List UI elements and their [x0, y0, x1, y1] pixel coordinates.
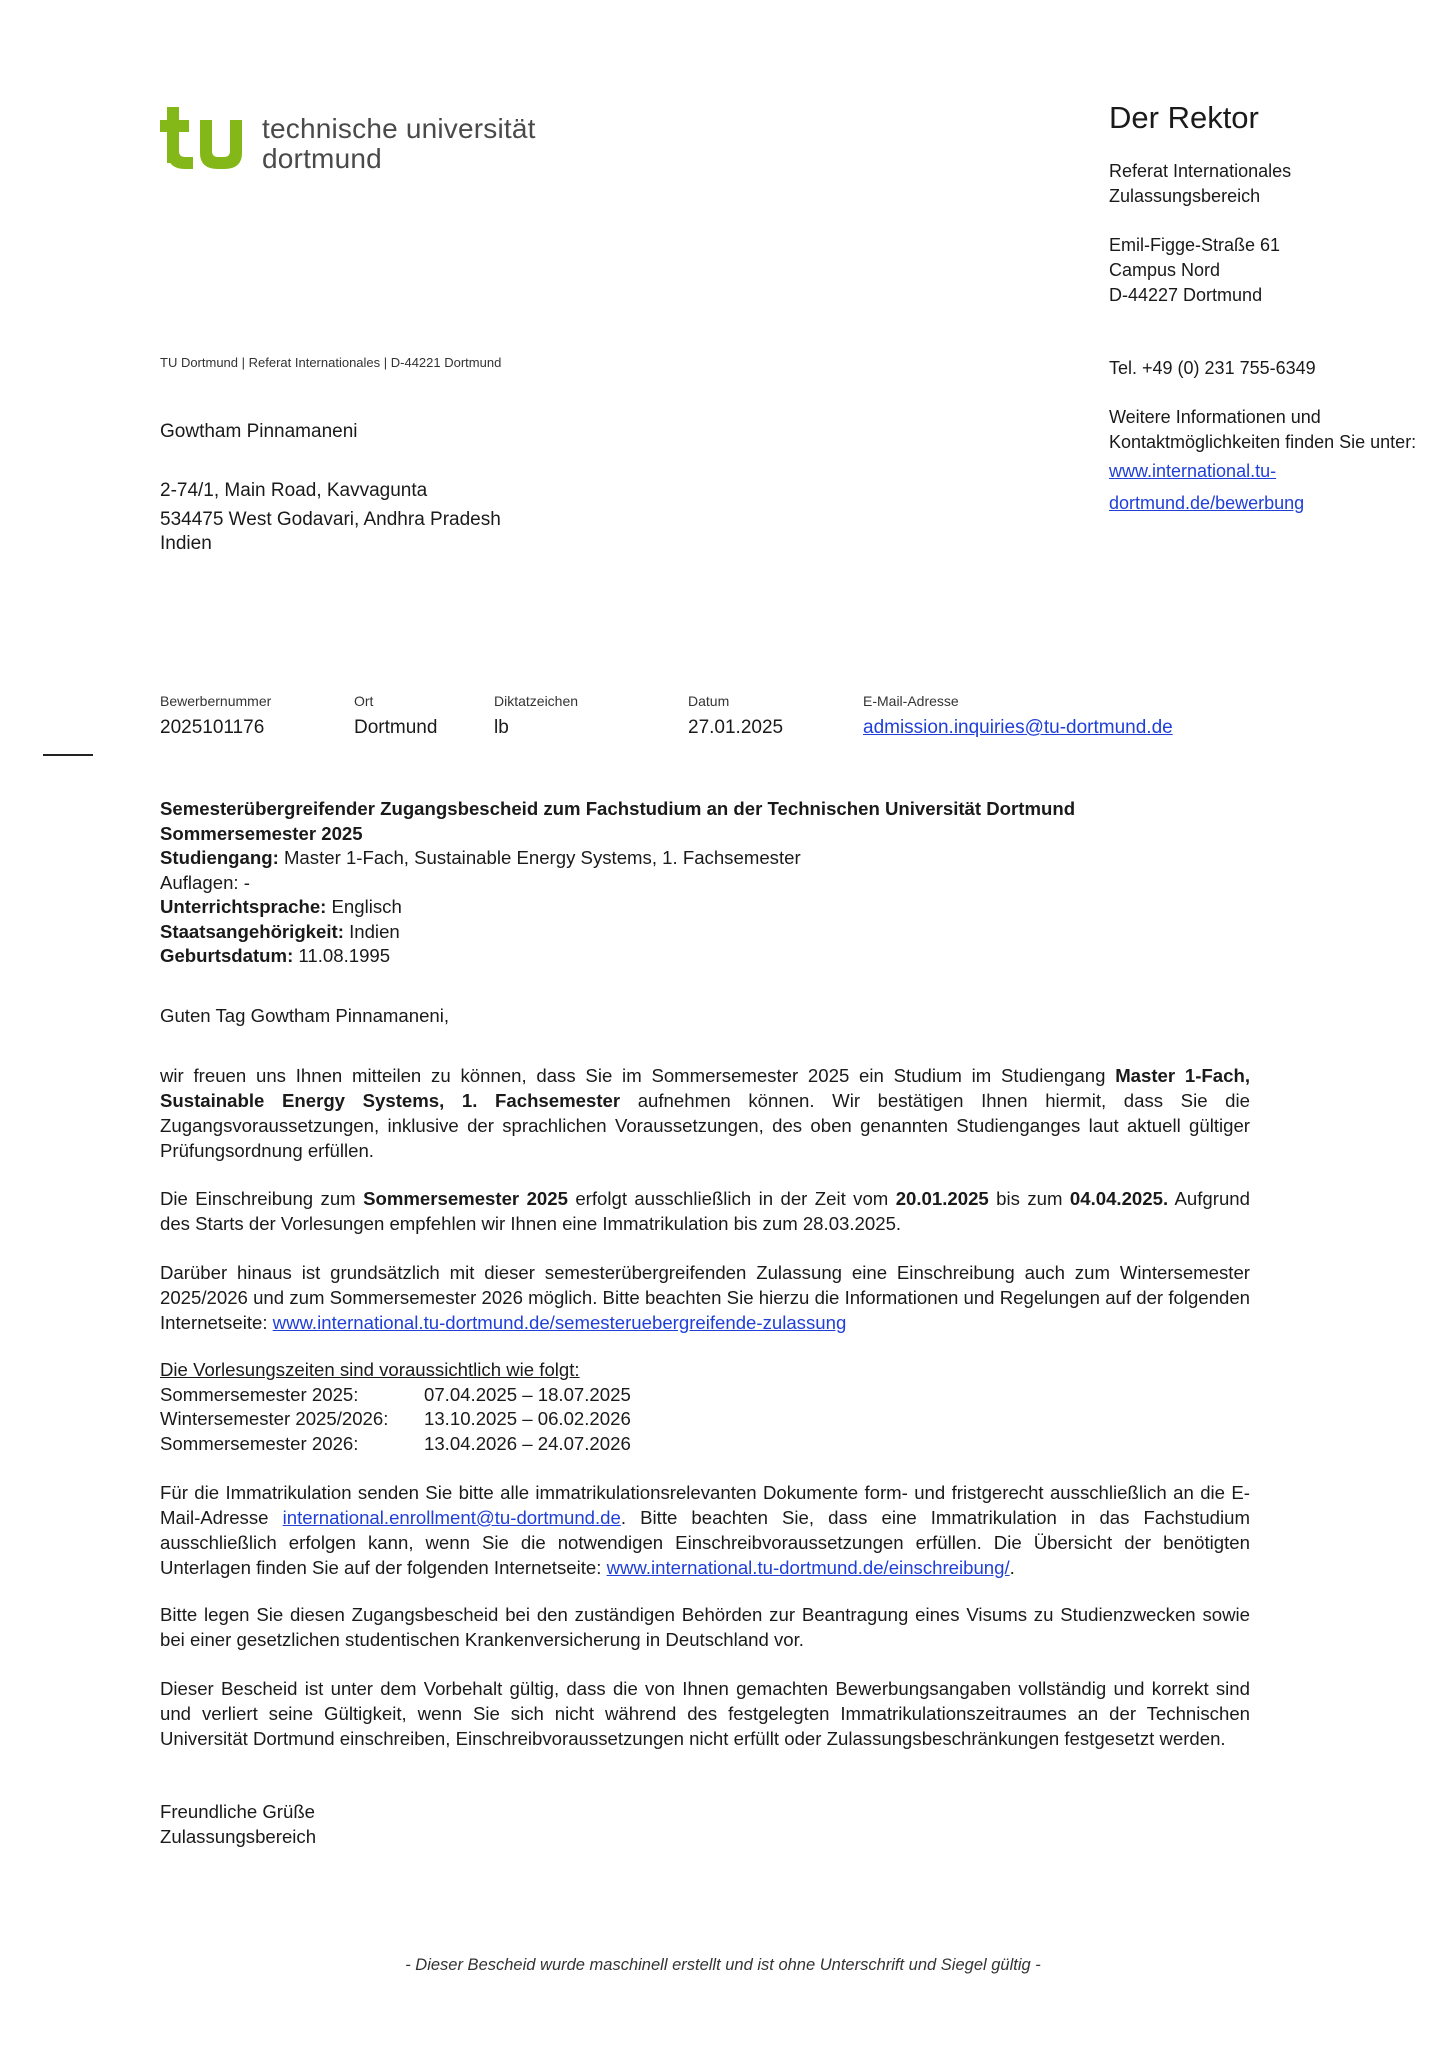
applicant-number-label: Bewerbernummer	[160, 693, 272, 709]
applicant-number: 2025101176	[160, 717, 265, 738]
recipient-address1: 2-74/1, Main Road, Kavvagunta	[160, 480, 428, 501]
subject	[160, 796, 1075, 846]
closing	[160, 1799, 1250, 1849]
paragraph-validity: Dieser Bescheid ist unter dem Vorbehalt gültig, dass die von Ihnen gemachten Bewerbungsangaben vollständig und korrekt sind und verliert seine Gültigkeit, wenn Sie sich nicht während des festgelegten Immatrikulationszeitraumes an der Technischen Universität Dortmund einschreiben, Einschreibvoraussetzungen nicht erfüllt oder Zulassungsbeschränkungen festgesetzt werden.	[160, 1678, 1250, 1749]
language-label: Unterrichtsprache:	[160, 896, 327, 918]
subject-line2: Sommersemester 2025	[160, 823, 363, 844]
date-label: Datum	[688, 693, 730, 709]
tu-logo-icon	[160, 107, 250, 173]
street: Emil-Figge-Straße 61	[1109, 235, 1281, 255]
place-label: Ort	[354, 693, 374, 709]
cross-semester-link[interactable]: www.international.tu-dortmund.de/semesteruebergreifende-zulassung	[272, 1312, 847, 1333]
info-link-line2[interactable]: dortmund.de/bewerbung	[1109, 493, 1305, 513]
paragraph-immatriculation: Für die Immatrikulation senden Sie bitte alle immatrikulationsrelevanten Dokumente form- und fristgerecht ausschließlich an die E-Mail-Adresse international.enrollment@tu-dortmund.de. Bitte beachten Sie, dass eine Immatrikulation in das Fachstudium ausschließlich erfolgen kann, wenn Sie die notwendigen Einschreibvoraussetzungen erfüllen. Die Übersicht der benötigten Unterlagen finden Sie auf der folgenden Internetseite: www.international.tu-dortmund.de/einschreibung/.	[160, 1482, 1250, 1578]
enrollment-docs-link[interactable]: www.international.tu-dortmund.de/einschreibung/	[606, 1557, 1010, 1578]
nationality: Indien	[343, 920, 400, 942]
lecture-period-row: Sommersemester 2025: 07.04.2025 – 18.07.2025	[160, 1383, 631, 1405]
closing-line1: Freundliche Grüße	[160, 1801, 316, 1822]
greeting: Guten Tag Gowtham Pinnamaneni,	[160, 1005, 450, 1026]
lecture-periods-table	[160, 1383, 631, 1457]
recipient-country: Indien	[160, 533, 212, 554]
email-link[interactable]: admission.inquiries@tu-dortmund.de	[863, 717, 1173, 738]
department	[1109, 159, 1291, 209]
enrollment-email-link[interactable]: international.enrollment@tu-dortmund.de	[282, 1507, 621, 1528]
dept-line1: Referat Internationales	[1109, 161, 1292, 181]
paragraph-admission: wir freuen uns Ihnen mitteilen zu können, dass Sie im Sommersemester 2025 ein Studium im Studiengang Master 1-Fach, Sustainable Energy Systems, 1. Fachsemester aufnehmen können. Wir bestätigen Ihnen hiermit, dass Sie die Zugangsvoraussetzungen, inklusive der sprachlichen Voraussetzungen, des oben genannten Studienganges laut aktuell gültiger Prüfungsordnung erfüllen.	[160, 1065, 1250, 1161]
dob-row	[160, 944, 801, 969]
program-label: Studiengang:	[160, 847, 279, 868]
lecture-periods-heading: Die Vorlesungszeiten sind voraussichtlich wie folgt:	[160, 1359, 580, 1380]
subject-line1: Semesterübergreifender Zugangsbescheid zum Fachstudium an der Technischen Universität Dortmund	[160, 798, 1076, 819]
paragraph-visa: Bitte legen Sie diesen Zugangsbescheid bei den zuständigen Behörden zur Beantragung eines Visums zu Studienzwecken sowie bei einer gesetzlichen studentischen Krankenversicherung in Deutschland vor.	[160, 1604, 1250, 1650]
campus: Campus Nord	[1109, 260, 1221, 280]
reference-label: Diktatzeichen	[494, 693, 579, 709]
place: Dortmund	[354, 717, 438, 738]
recipient-address	[160, 476, 501, 554]
fold-mark	[43, 754, 93, 756]
recipient-address2: 534475 West Godavari, Andhra Pradesh	[160, 509, 501, 530]
lecture-period-row: Sommersemester 2026: 13.04.2026 – 24.07.2026	[160, 1432, 631, 1454]
nationality-row	[160, 920, 801, 945]
reference: lb	[494, 717, 509, 738]
info-line2: Kontaktmöglichkeiten finden Sie unter:	[1109, 432, 1417, 452]
nationality-label: Staatsangehörigkeit:	[160, 920, 344, 942]
lecture-period-row: Wintersemester 2025/2026: 13.10.2025 – 06.02.2026	[160, 1408, 631, 1430]
sender-line: TU Dortmund | Referat Internationales | D-44221 Dortmund	[160, 355, 502, 370]
conditions-row: Auflagen: -	[160, 871, 250, 893]
lecture-periods	[160, 1358, 631, 1456]
dob: 11.08.1995	[293, 945, 391, 967]
paragraph-enrollment-period: Die Einschreibung zum Sommersemester 2025 erfolgt ausschließlich in der Zeit vom 20.01.2025 bis zum 04.04.2025. Aufgrund des Starts der Vorlesungen empfehlen wir Ihnen eine Immatrikulation bis zum 28.03.2025.	[160, 1188, 1250, 1234]
university-name-line2: dortmund	[262, 143, 382, 174]
info-block	[1109, 405, 1416, 519]
footer-note: - Dieser Bescheid wurde maschinell erstellt und ist ohne Unterschrift und Siegel gültig -	[405, 1956, 1041, 1974]
info-link-line1[interactable]: www.international.tu-	[1109, 461, 1277, 481]
university-name-line1: technische universität	[262, 113, 536, 144]
date: 27.01.2025	[688, 717, 784, 738]
email-label: E-Mail-Adresse	[863, 693, 959, 709]
rector-title: Der Rektor	[1109, 100, 1259, 135]
paragraph-cross-semester: Darüber hinaus ist grundsätzlich mit dieser semesterübergreifenden Zulassung eine Einschreibung auch zum Wintersemester 2025/2026 und zum Sommersemester 2026 möglich. Bitte beachten Sie hierzu die Informationen und Regelungen auf der folgenden Internetseite: www.international.tu-dortmund.de/semesteruebergreifende-zulassung	[160, 1262, 1250, 1333]
city: D-44227 Dortmund	[1109, 285, 1263, 305]
recipient-name: Gowtham Pinnamaneni	[160, 421, 358, 442]
language: Englisch	[326, 896, 402, 918]
language-row	[160, 895, 801, 920]
university-name	[262, 114, 536, 174]
program-row	[160, 846, 801, 871]
dob-label: Geburtsdatum:	[160, 945, 294, 967]
details	[160, 846, 801, 969]
phone: Tel. +49 (0) 231 755-6349	[1109, 358, 1316, 378]
closing-line2: Zulassungsbereich	[160, 1826, 317, 1847]
program: Master 1-Fach, Sustainable Energy Systems, 1. Fachsemester	[278, 847, 801, 868]
dept-line2: Zulassungsbereich	[1109, 186, 1261, 206]
postal-address	[1109, 233, 1280, 308]
info-line1: Weitere Informationen und	[1109, 407, 1321, 427]
